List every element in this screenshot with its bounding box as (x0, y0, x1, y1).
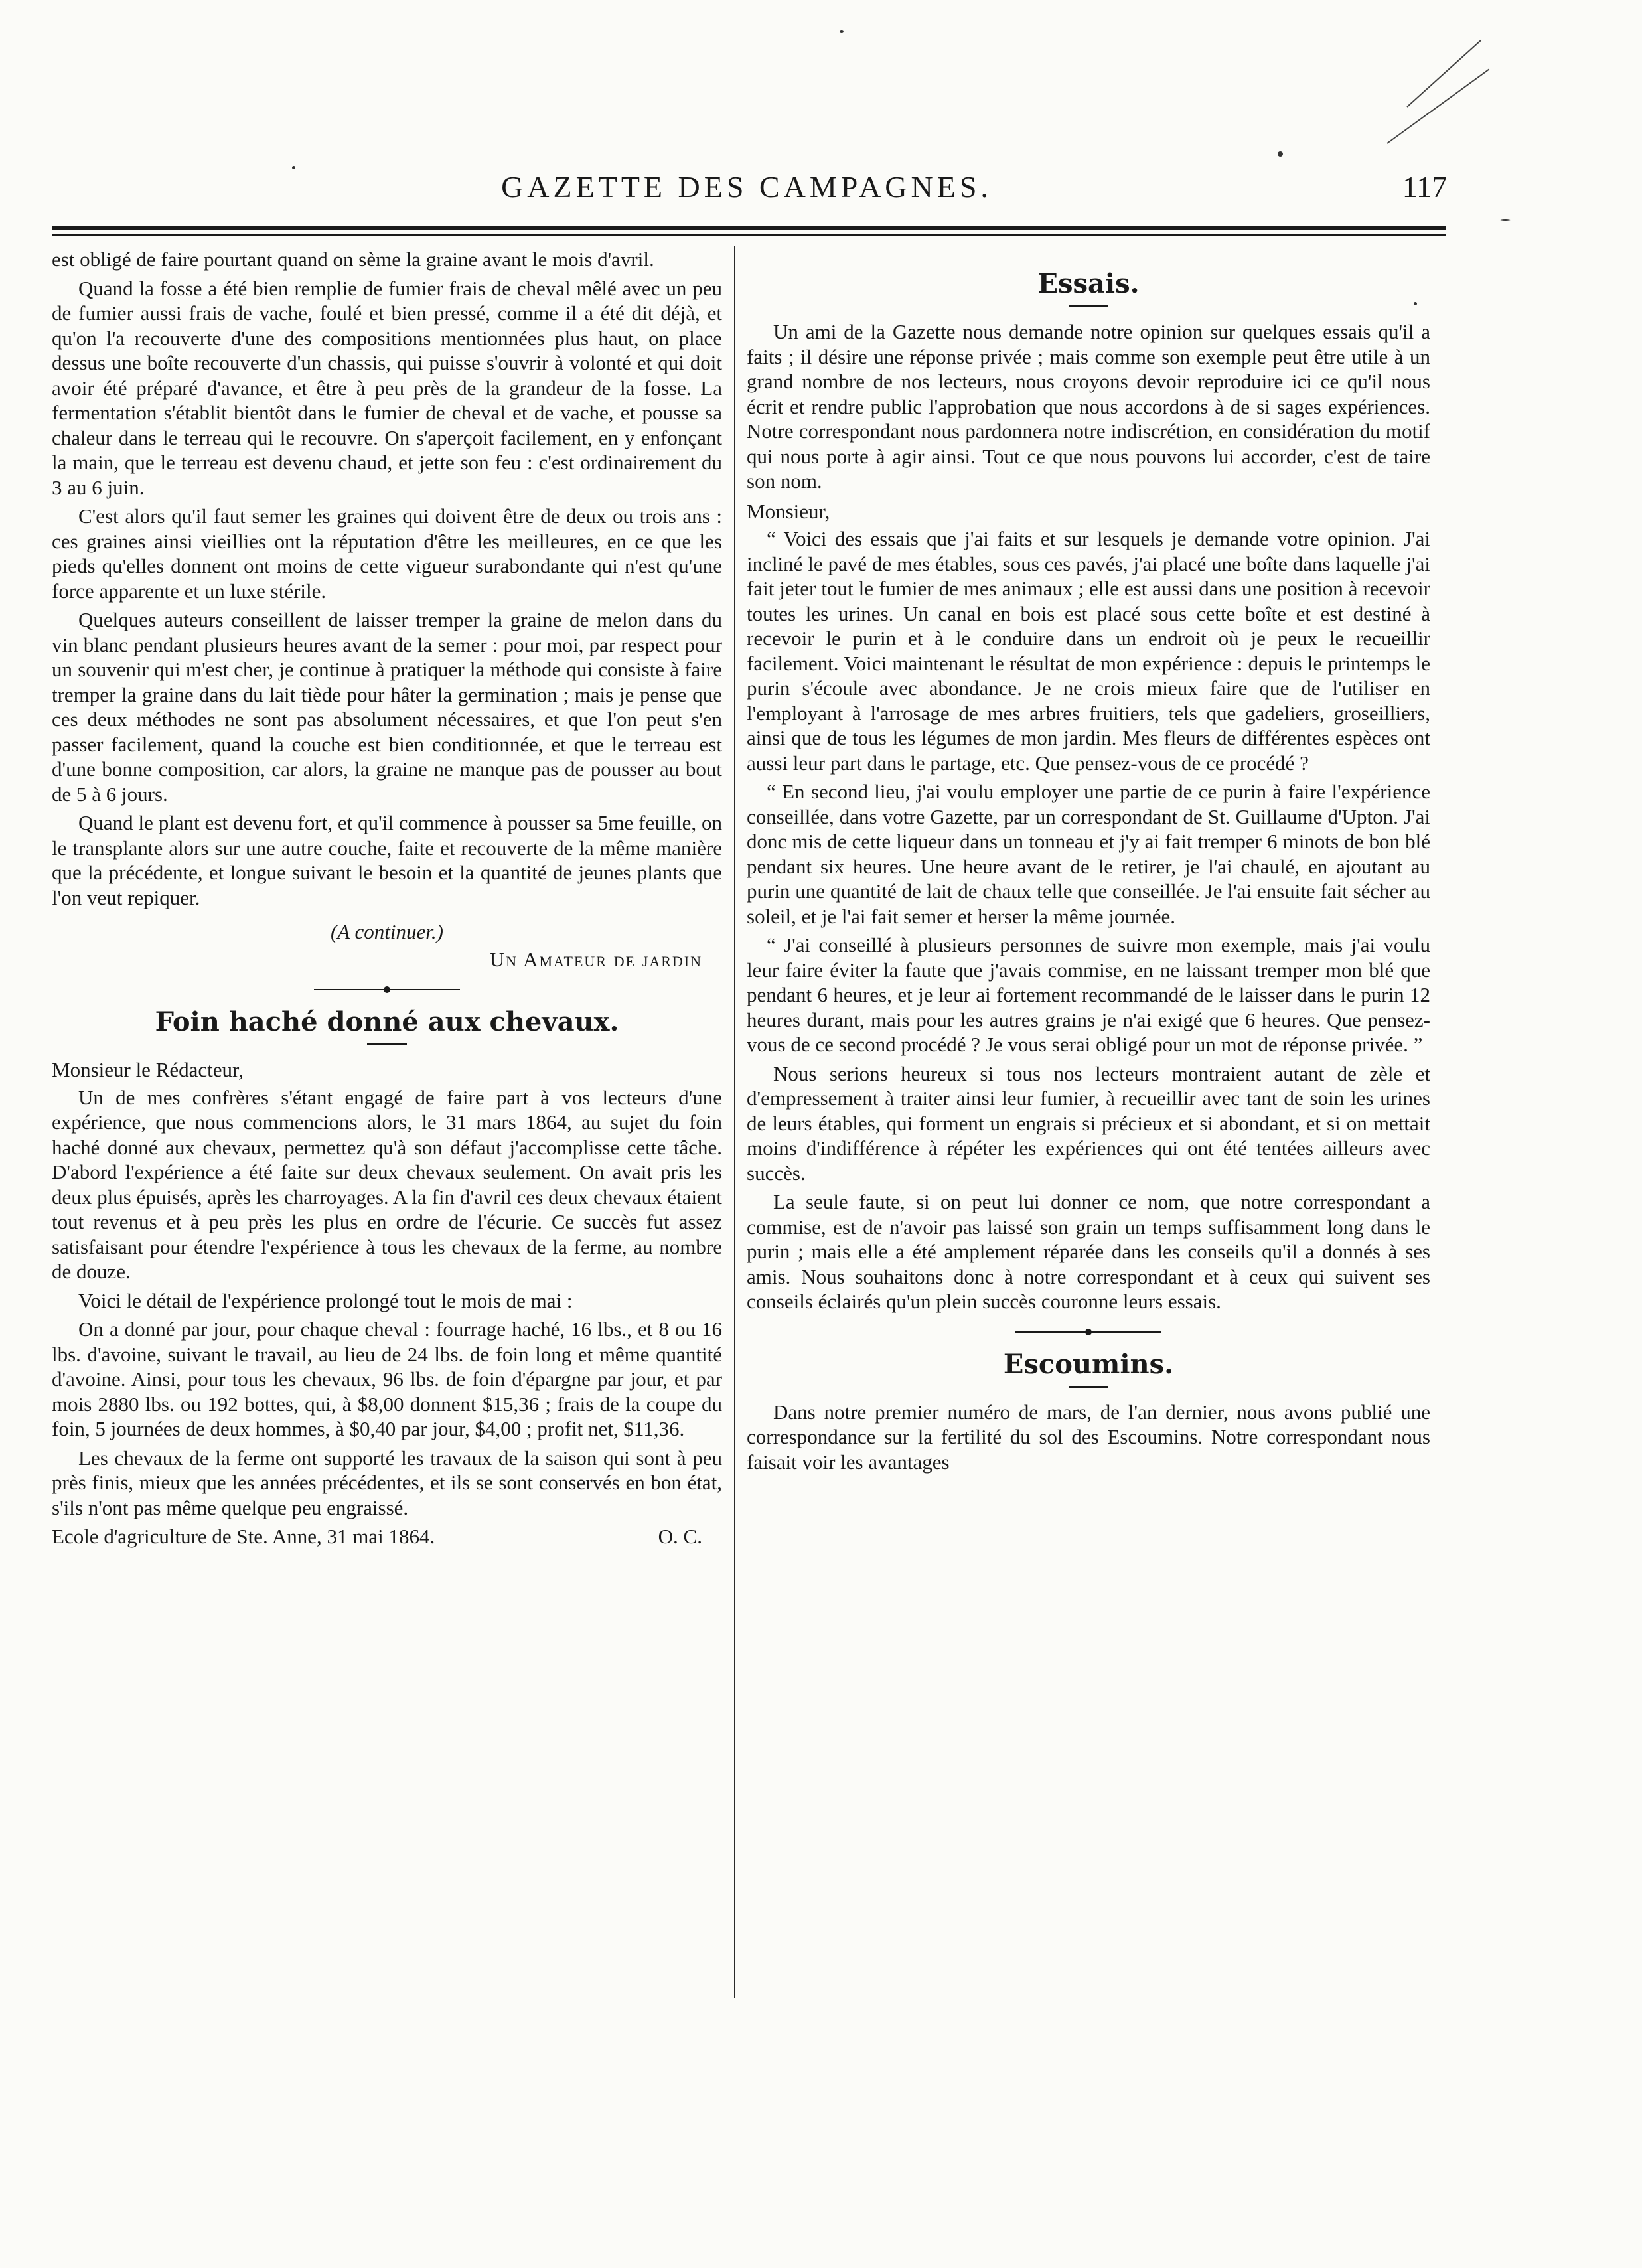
scan-speck (292, 166, 295, 169)
paragraph: Quand le plant est devenu fort, et qu'il commence à pousser sa 5me feuille, on le transplante alors sur une autre couche, faite et recouverte de la même manière que la précédente, et longue suivant le besoin et la quantité de jeunes plants que l'on veut repiquer. (52, 811, 722, 909)
title-dash (367, 1043, 407, 1045)
scan-scratch (1406, 40, 1481, 108)
article-title-escoumins: Escoumins. (1003, 1348, 1174, 1380)
paragraph: Quand la fosse a été bien remplie de fumier frais de cheval mêlé avec un peu de fumier aussi frais de vache, foulé et bien pressé, comme il a été dit déjà, et qu'on l'a recouverte d'une des compositions mentionnées plus haut, on place dessus une boîte recouverte d'un chassis, qui puisse s'ouvrir à volonté et qui doit avoir été préparé d'avance, et être à peu près de la grandeur de la fosse. La fermentation s'établit bientôt dans le fumier de cheval et de vache, et pousse sa chaleur dans le terreau qui le recouvre. On s'aperçoit facilement, en y enfonçant la main, que le terreau est devenu chaud, et jette son feu : c'est ordinairement du 3 au 6 juin. (52, 276, 722, 499)
letter-paragraph: “ J'ai conseillé à plusieurs personnes de suivre mon exemple, mais j'ai voulu leur faire éviter la faute que j'avais commise, en ne laissant tremper mon blé que pendant 6 heures, et je leur ai fortement recommandé de le laisser dans le purin 12 heures durant, mais pour les autres grains je n'ai exigé que 6 heures. Que pensez-vous de ce second procédé ? Je vous serai obligé pour un mot de réponse privée. ” (747, 933, 1430, 1056)
page-number: 117 (1402, 170, 1447, 204)
paragraph: On a donné par jour, pour chaque cheval : fourrage haché, 16 lbs., et 8 ou 16 lbs. d'avoine, suivant le travail, au lieu de 24 lbs. de foin long et même quantité d'avoine. Ainsi, pour tous les chevaux, 96 lbs. de foin d'épargne par jour, et par mois 2880 lbs. ou 192 bottes, qui, à $8,00 donnent $15,36 ; frais de la coupe du foin, 5 journées de deux hommes, à $0,40 par jour, $4,00 ; profit net, $11,36. (52, 1318, 722, 1440)
title-dash (1069, 1386, 1108, 1388)
scan-speck (1500, 219, 1511, 221)
header-rule-thick (52, 226, 1446, 230)
letter-salutation: Monsieur, (747, 499, 830, 523)
page-header (46, 169, 1447, 209)
letter-paragraph: “ Voici des essais que j'ai faits et sur lesquels je demande votre opinion. J'ai incliné le pavé de mes étables, sous ces pavés, j'ai placé une boîte dans laquelle j'ai fait jeter tout le fumier de mes animaux ; elle est aussi dans une position à recevoir toutes les urines. Un canal en bois est placé sous cette boîte et est destiné à recevoir le purin et à le conduire dans un endroit où je peux le recueillir facilement. Voici maintenant le résultat de mon expérience : depuis le printemps le purin s'écoule avec abondance. Je ne crois mieux faire que de l'utiliser en l'employant à l'arrosage de mes arbres fruitiers, tels que gadeliers, groseilliers, ainsi que de tous les légumes de mon jardin. Mes fleurs de différentes espèces ont aussi leur part dans le partage, etc. Que pensez-vous de ce procédé ? (747, 527, 1430, 775)
left-column (52, 247, 722, 1549)
scan-speck (1278, 151, 1283, 157)
letter-paragraph: “ En second lieu, j'ai voulu employer une partie de ce purin à faire l'expérience conseillée, dans votre Gazette, par un correspondant de St. Guillaume d'Upton. J'ai donc mis de cette liqueur dans un tonneau et j'y ai fait tremper 6 minots de bon blé pendant six heures. Une heure avant de le retirer, je l'ai chaulé, en ajoutant au purin une quantité de lait de chaux telle que conseillée. Je l'ai ensuite fait sécher au soleil, et je l'ai fait semer et herser la même journée. (747, 780, 1430, 928)
title-dash (1069, 305, 1108, 307)
signature-row (52, 1524, 702, 1549)
header-rule-thin (52, 234, 1446, 236)
scan-speck (1414, 302, 1417, 305)
paragraph: Un ami de la Gazette nous demande notre opinion sur quelques essais qu'il a faits ; il désire une réponse privée ; mais comme son exemple peut être utile à un grand nombre de nos lecteurs, nous croyons devoir reproduire ici ce qu'il nous écrit et rendre public l'approbation que nous accordons à de si sages expériences. Notre correspondant nous pardonnera notre indiscrétion, en considération du motif qui nous porte à agir ainsi. Tout ce que nous pouvons lui accorder, c'est de taire son nom. (747, 320, 1430, 492)
paragraph: est obligé de faire pourtant quand on sème la graine avant le mois d'avril. (52, 248, 654, 271)
continued-note: (A continuer.) (331, 920, 443, 943)
newspaper-title: GAZETTE DES CAMPAGNES. (501, 170, 992, 204)
letter-salutation: Monsieur le Rédacteur, (52, 1058, 244, 1081)
paragraph: Un de mes confrères s'étant engagé de faire part à vos lecteurs d'une expérience, que nous commencions alors, le 31 mars 1864, au sujet du foin haché donné aux chevaux, permettez qu'à son défaut j'accomplisse cette tâche. D'abord l'expérience a été faite sur deux chevaux seulement. On avait pris les deux plus épuisés, après les charroyages. A la fin d'avril ces deux chevaux étaient tout revenus et à peu près les plus en ordre de l'écurie. Ce succès fut assez satisfaisant pour étendre l'expérience à tous les chevaux de la ferme, au nombre de douze. (52, 1085, 722, 1283)
section-separator (314, 989, 460, 990)
section-separator (1015, 1331, 1161, 1333)
paragraph: Voici le détail de l'expérience prolongé tout le mois de mai : (78, 1288, 573, 1312)
paragraph: Nous serions heureux si tous nos lecteurs montraient autant de zèle et d'empressement à traiter ainsi leur fumier, à recueillir avec tant de soin les urines de leurs étables, qui forment un engrais si précieux et si abondant, et si on mettait moins d'indifférence à répéter les expériences qui ont été tentées ailleurs avec succès. (747, 1061, 1430, 1185)
paragraph: Quelques auteurs conseillent de laisser tremper la graine de melon dans du vin blanc pendant plusieurs heures avant de la semer : pour moi, par respect pour un souvenir qui m'est cher, je continue à pratiquer la méthode qui consiste à faire tremper la graine dans du lait tiède pour hâter la germination ; mais je pense que ces deux méthodes ne sont pas absolument nécessaires, et que l'on peut s'en passer facilement, quand la couche est bien conditionnée, et que le terreau est d'une bonne composition, car alors, la graine ne manque pas de pousser au bout de 5 à 6 jours. (52, 608, 722, 806)
signature-place: Ecole d'agriculture de Ste. Anne, 31 mai 1864. (52, 1525, 435, 1548)
paragraph: La seule faute, si on peut lui donner ce nom, que notre correspondant a commise, est de n'avoir pas laissé son grain un temps suffisamment long dans le purin ; mais elle a été amplement réparée dans les conseils qu'il a donnés à ses amis. Nous souhaitons donc à notre correspondant et à ceux qui suivent ses conseils éclairés qu'un plein succès couronne leurs essais. (747, 1190, 1430, 1313)
article-author: Un Amateur de jardin (489, 947, 702, 971)
column-divider (734, 246, 735, 1998)
scan-scratch (1386, 69, 1489, 144)
signature-initials: O. C. (658, 1525, 702, 1548)
paragraph: Les chevaux de la ferme ont supporté les travaux de la saison qui sont à peu près finis, mieux que les années précédentes, et ils se sont conservés en bon état, s'ils n'ont pas même quelque peu engraissé. (52, 1446, 722, 1519)
paragraph: C'est alors qu'il faut semer les graines qui doivent être de deux ou trois ans : ces graines ainsi vieillies ont la réputation d'être les meilleures, en ce que les pieds qu'elles donnent ont moins de cette vigueur surabondante qui n'est qu'une force apparente et un luxe stérile. (52, 504, 722, 603)
scan-speck (840, 30, 844, 33)
right-column (747, 247, 1430, 1478)
article-title-essais: Essais. (1037, 268, 1140, 299)
paragraph: Dans notre premier numéro de mars, de l'an dernier, nous avons publié une correspondance sur la fertilité du sol des Escoumins. Notre correspondant nous faisait voir les avantages (747, 1400, 1430, 1474)
article-title-foin: Foin haché donné aux chevaux. (155, 1006, 619, 1037)
